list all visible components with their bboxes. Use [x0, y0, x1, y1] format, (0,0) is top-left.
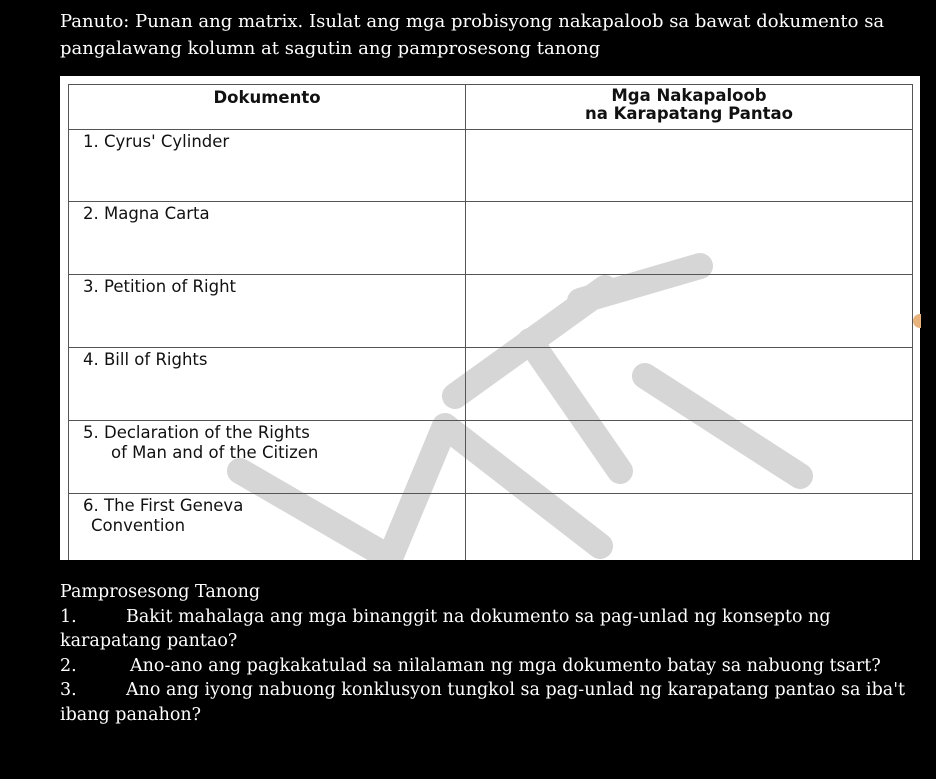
document-name: 1. Cyrus' Cylinder [83, 132, 230, 151]
provisions-cell[interactable] [466, 275, 913, 348]
question-text: Ano ang iyong nabuong konklusyon tungkol sa pag-unlad ng karapatang pantao sa iba't ibang panahon? [60, 680, 906, 725]
column-header-document: Dokumento [69, 85, 466, 130]
document-name: 3. Petition of Right [83, 277, 237, 296]
document-name-continued: of Man and of the Citizen [111, 443, 319, 462]
question-item [60, 654, 926, 679]
table-row [69, 275, 913, 348]
document-matrix-table [68, 84, 913, 560]
column-header-provisions [466, 85, 913, 130]
document-cell [69, 275, 466, 348]
provisions-cell[interactable] [466, 202, 913, 275]
table-row [69, 421, 913, 494]
document-cell [69, 494, 466, 561]
document-cell [69, 130, 466, 202]
instructions-text: Panuto: Punan ang matrix. Isulat ang mga probisyong nakapaloob sa bawat dokumento sa pangalawang kolumn at sagutin ang pamprosesong tanong [60, 11, 885, 59]
table-row [69, 348, 913, 421]
provisions-cell[interactable] [466, 130, 913, 202]
table-header-row [69, 85, 913, 130]
document-name: 5. Declaration of the Rights [83, 423, 310, 442]
question-number: 1. [60, 606, 77, 627]
provisions-cell[interactable] [466, 421, 913, 494]
question-item [60, 678, 926, 727]
question-number: 3. [60, 680, 77, 700]
question-item [60, 605, 926, 654]
column-header-provisions-line2: na Karapatang Pantao [585, 104, 793, 123]
edge-marker [913, 314, 921, 328]
question-text: Bakit mahalaga ang mga binanggit na dokumento sa pag-unlad ng konsepto ng karapatang pantao? [60, 606, 831, 651]
processing-questions [60, 580, 926, 727]
provisions-cell[interactable] [466, 494, 913, 561]
document-cell [69, 348, 466, 421]
document-name: 2. Magna Carta [83, 204, 210, 223]
question-number: 2. [60, 655, 77, 676]
provisions-cell[interactable] [466, 348, 913, 421]
table-row [69, 202, 913, 275]
document-name: 6. The First Geneva [83, 496, 244, 515]
document-name: 4. Bill of Rights [83, 350, 208, 369]
document-cell [69, 202, 466, 275]
question-text: Ano-ano ang pagkakatulad sa nilalaman ng mga dokumento batay sa nabuong tsart? [130, 655, 881, 676]
questions-heading: Pamprosesong Tanong [60, 582, 261, 602]
document-name-continued: Convention [91, 516, 186, 535]
table-row [69, 494, 913, 561]
matrix-sheet [60, 76, 920, 560]
table-row [69, 130, 913, 202]
document-cell [69, 421, 466, 494]
column-header-provisions-line1: Mga Nakapaloob [611, 86, 767, 105]
